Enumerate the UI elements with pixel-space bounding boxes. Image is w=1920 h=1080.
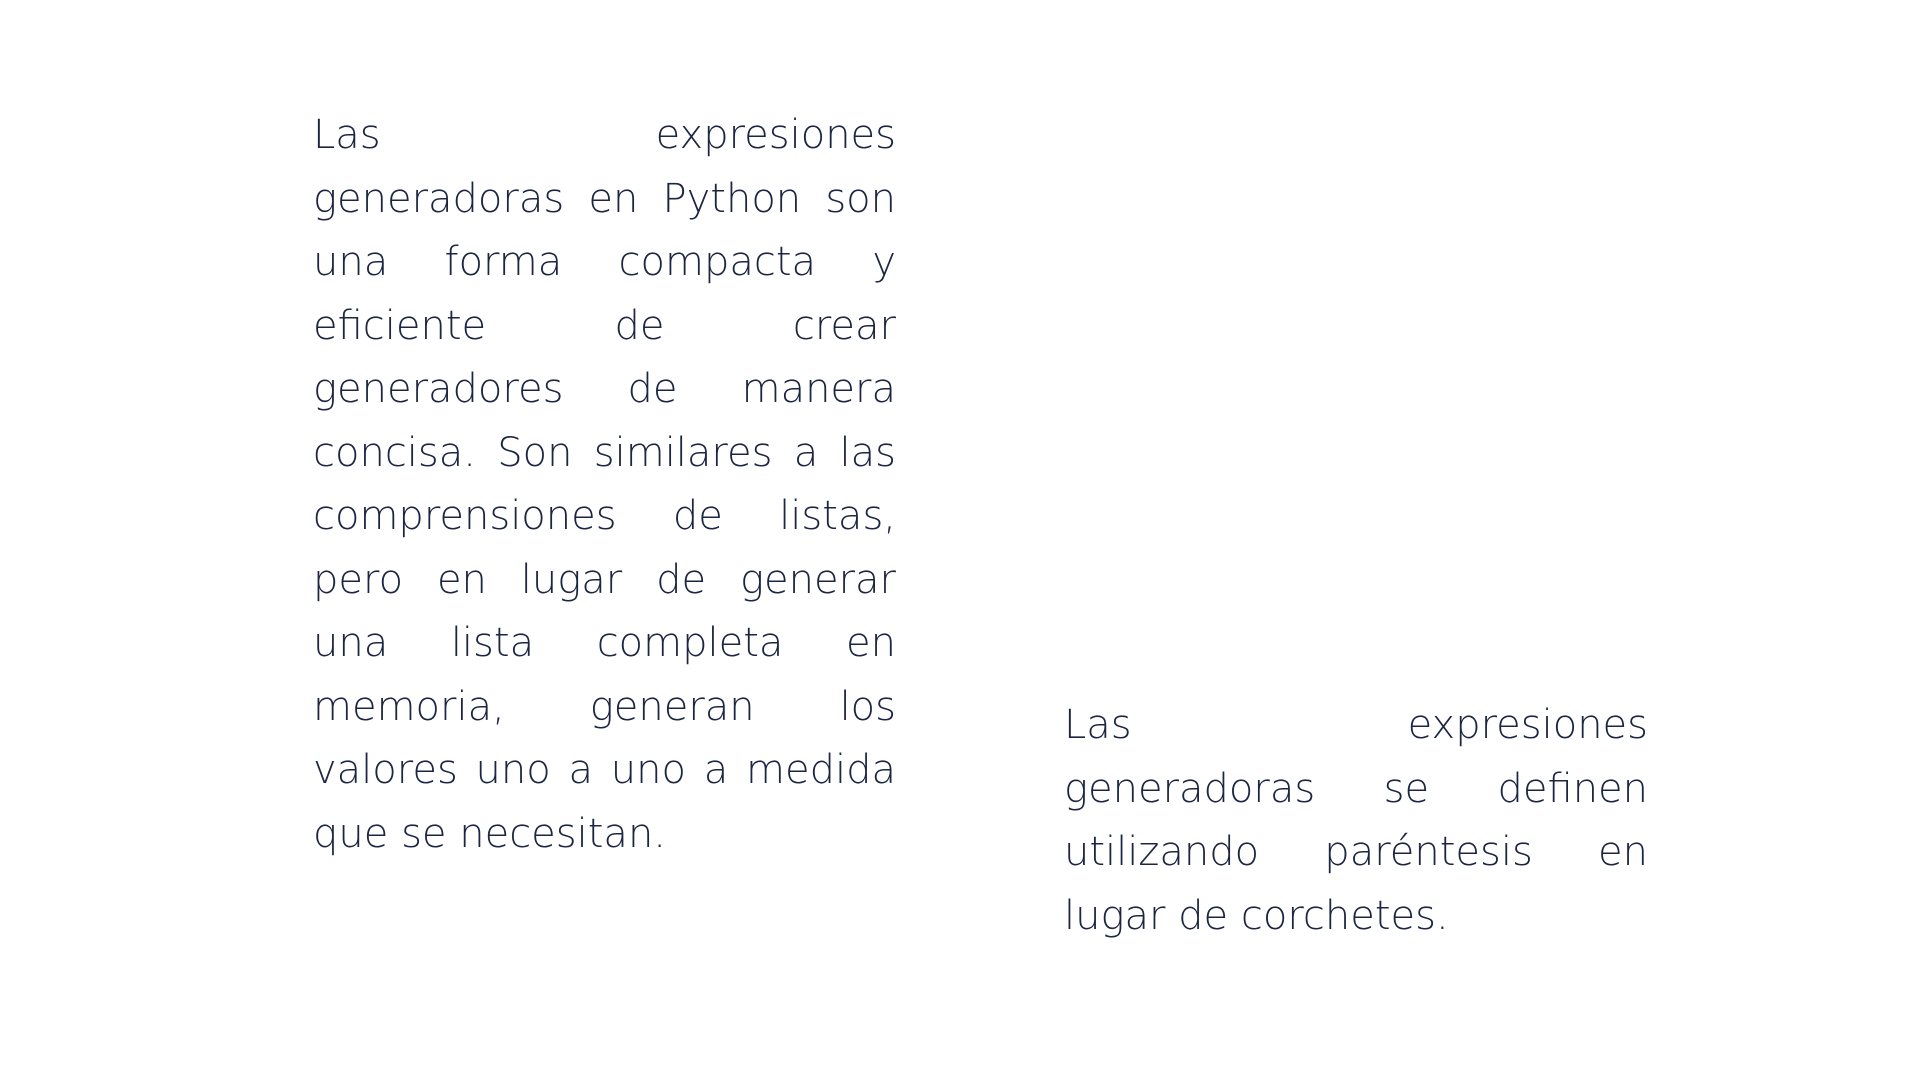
- intro-paragraph: Las expresiones generadoras en Python son una forma compacta y eficiente de crear generadores de manera concisa. Son similares a las comprensiones de listas, pero en lugar de generar una lista completa en memoria, generan los valores uno a uno a medida que se necesitan.: [313, 112, 896, 857]
- syntax-paragraph: Las expresiones generadoras se definen utilizando paréntesis en lugar de corchetes.: [1064, 702, 1648, 939]
